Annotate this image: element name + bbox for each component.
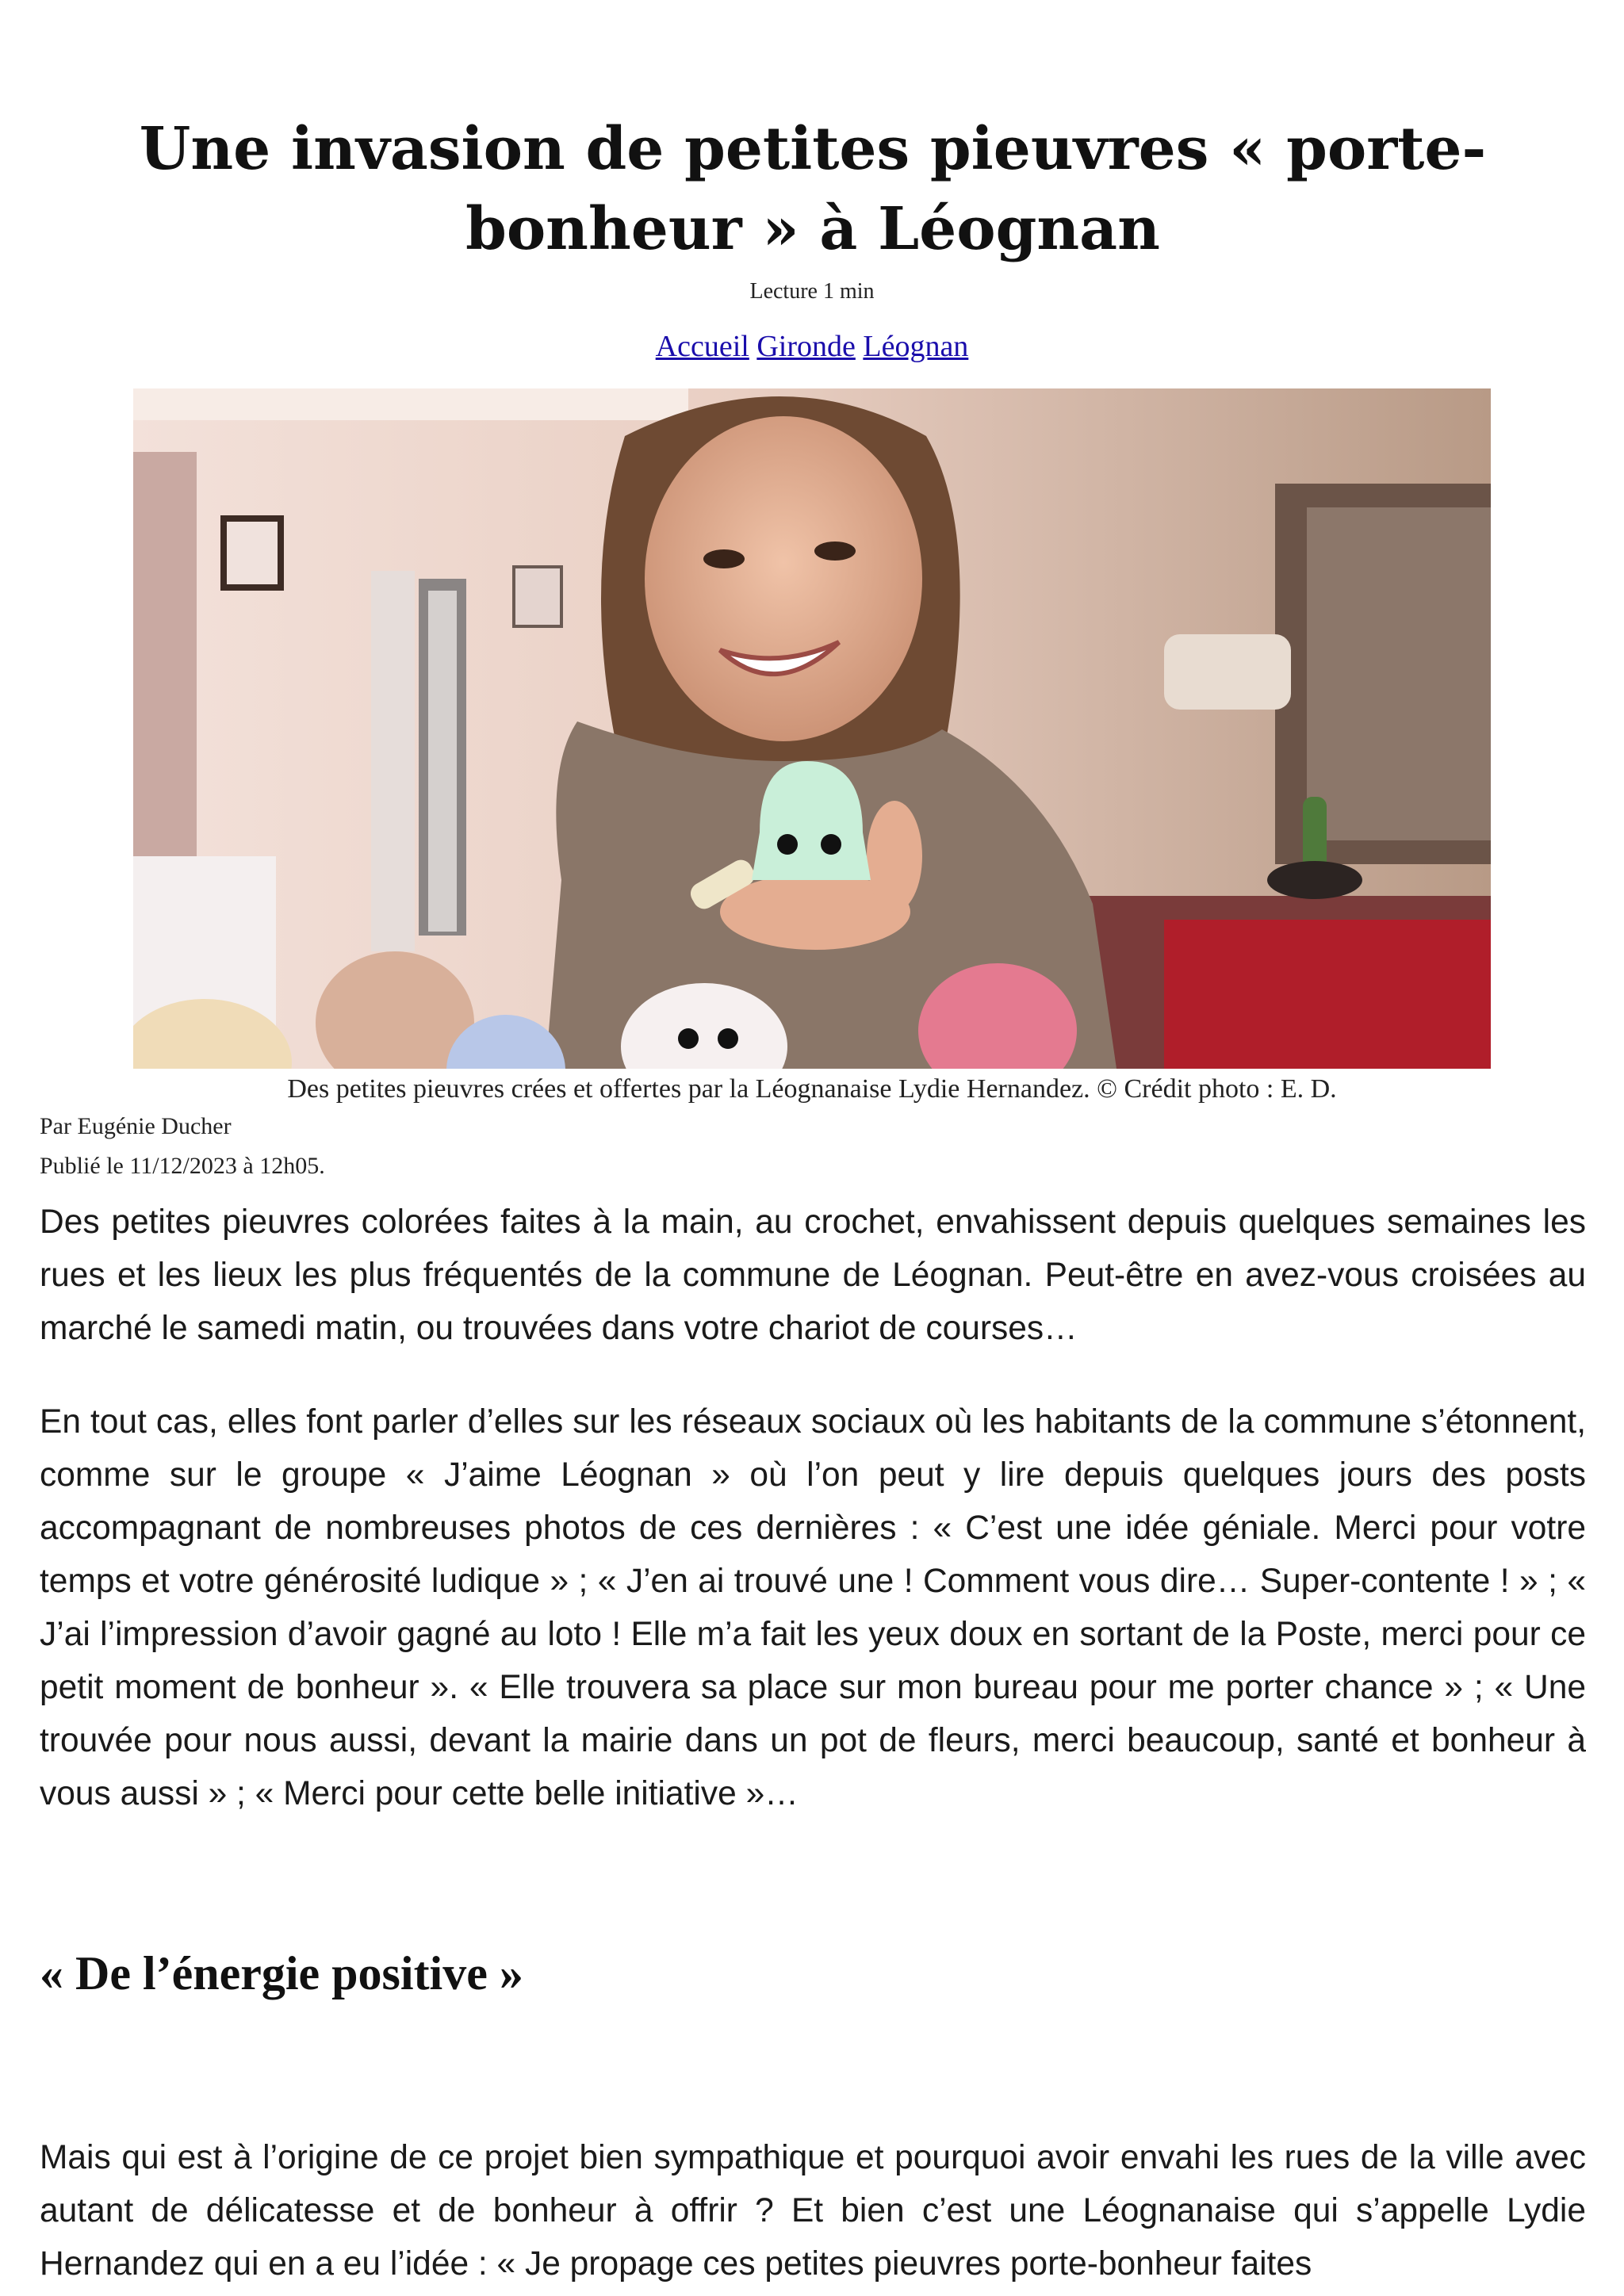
reading-time: Lecture 1 min [749, 279, 875, 304]
breadcrumb-link-leognan[interactable]: Léognan [863, 330, 969, 363]
author-byline: Par Eugénie Ducher [40, 1113, 232, 1139]
article-title: Une invasion de petites pieuvres « porte-bonheur » à Léognan [139, 115, 1487, 263]
body-paragraph-1: Des petites pieuvres colorées faites à la main, au crochet, envahissent depuis quelques semaines les rues et les lieux les plus fréquentés de la commune de Léognan. Peut-être en avez-vous croisées au marché le samedi matin, ou trouvées dans votre chariot de courses… [40, 1203, 1586, 1347]
photo-caption: Des petites pieuvres crées et offertes par la Léognanaise Lydie Hernandez. © Crédit photo : E. D. [287, 1074, 1337, 1104]
breadcrumb [0, 329, 1624, 364]
breadcrumb-link-gironde[interactable]: Gironde [756, 330, 856, 363]
body-paragraph-2: En tout cas, elles font parler d’elles sur les réseaux sociaux où les habitants de la commune s’étonnent, comme sur le groupe « J’aime Léognan » où l’on peut y lire depuis quelques jours des posts accompagnant de nombreuses photos de ces dernières : « C’est une idée géniale. Merci pour votre temps et votre générosité ludique » ; « J’en ai trouvé une ! Comment vous dire… Super-contente ! » ; « J’ai l’impression d’avoir gagné au loto ! Elle m’a fait les yeux doux en sortant de la Poste, merci pour ce petit moment de bonheur ». « Elle trouvera sa place sur mon bureau pour me porter chance » ; « Une trouvée pour nous aussi, devant la mairie dans un pot de fleurs, merci beaucoup, santé et bonheur à vous aussi » ; « Merci pour cette belle initiative »… [40, 1403, 1586, 1812]
article-photo [133, 388, 1491, 1069]
body-paragraph-3: Mais qui est à l’origine de ce projet bien sympathique et pourquoi avoir envahi les rues de la ville avec autant de délicatesse et de bonheur à offrir ? Et bien c’est une Léognanaise qui s’appelle Lydie Hernandez qui en a eu l’idée : « Je propage ces petites pieuvres porte-bonheur faites [40, 2139, 1586, 2283]
breadcrumb-link-accueil[interactable]: Accueil [655, 330, 749, 363]
publish-date: Publié le 11/12/2023 à 12h05. [40, 1153, 325, 1179]
section-subheading: « De l’énergie positive » [40, 1947, 523, 1999]
